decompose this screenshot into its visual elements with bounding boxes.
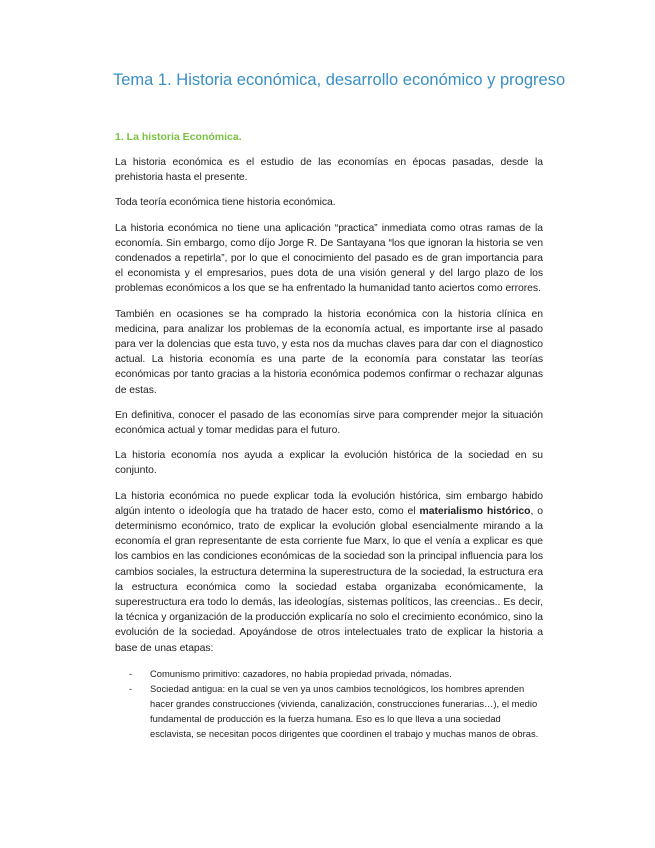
bold-term: materialismo histórico bbox=[419, 505, 531, 517]
list-item-text: Comunismo primitivo: cazadores, no había propiedad privada, nómadas. bbox=[150, 667, 452, 679]
list-item-text: Sociedad antigua: en la cual se ven ya unos cambios tecnológicos, los hombres aprenden hacer grandes construcciones (vivienda, canalización, construcciones funerarias…), el medio fundamental de producción es la fuerza humana. Eso es lo que lleva a una sociedad esclavista, se necesitan pocos dirigentes que coordinen el trabajo y muchas manos de obras. bbox=[150, 682, 539, 739]
list-item bbox=[115, 666, 543, 681]
bullet-dash: - bbox=[129, 667, 133, 679]
paragraph-text: , o determinismo económico, trato de explicar la evolución global esencialmente mirando a la economía el gran representante de esta corriente fue Marx, lo que el venía a explicar es que los cambios en las condiciones económicas de la sociedad son la principal influencia para los cambios sociales, la estructura determina la superestructura de la sociedad, la estructura era la estructura económica como la sociedad estaba organizaba económicamente, la superestructura era todo lo demás, las ideologías, sistemas políticos, las creencias.. Es decir, la técnica y organización de la producción explicaría no solo el crecimiento económico, sino la evolución de la sociedad. Apoyándose de otros intelectuales trato de explicar la historia a base de unas etapas: bbox=[115, 505, 543, 654]
document-title: Tema 1. Historia económica, desarrollo económico y progreso bbox=[113, 71, 566, 89]
paragraph: La historia económica no tiene una aplicación “practica” inmediata como otras ramas de la economía. Sin embargo, como díjo Jorge R. De Santayana “los que ignoran la historia se ven condenados a repetirla”, por lo que el conocimiento del pasado es de gran importancia para el economista y el empresarios, pues dota de una visión general y del largo plazo de los problemas económicos a los que se ha enfrentado la humanidad tanto aciertos como errores. bbox=[115, 222, 543, 295]
section-heading: 1. La historia Económica. bbox=[115, 131, 242, 143]
bullet-dash: - bbox=[129, 682, 133, 694]
paragraph: La historia economía nos ayuda a explicar la evolución histórica de la sociedad en su conjunto. bbox=[115, 450, 543, 477]
paragraph: Toda teoría económica tiene historia económica. bbox=[115, 197, 336, 209]
paragraph: En definitiva, conocer el pasado de las economías sirve para comprender mejor la situación económica actual y tomar medidas para el futuro. bbox=[115, 409, 543, 437]
paragraph-text: La historia económica no puede explicar toda la evolución histórica, sim embargo habido algún intento o ideología que ha tratado de hacer esto, como el bbox=[115, 490, 543, 517]
list-item bbox=[115, 681, 543, 741]
paragraph: La historia económica es el estudio de las economías en épocas pasadas, desde la prehistoria hasta el presente. bbox=[115, 157, 543, 184]
paragraph: También en ocasiones se ha comprado la historia económica con la historia clínica en medicina, para analizar los problemas de la economía actual, es importante irse al pasado para ver la dolencias que esta tuvo, y esta nos da muchas claves para dar con el diagnostico actual. La historia economía es una parte de la economía para constatar las teorías económicas por tanto gracias a la historia económica podemos confirmar o rechazar algunas de estas. bbox=[115, 308, 543, 396]
document-body bbox=[115, 155, 543, 741]
stages-list bbox=[115, 666, 543, 741]
paragraph-materialismo bbox=[115, 489, 543, 656]
